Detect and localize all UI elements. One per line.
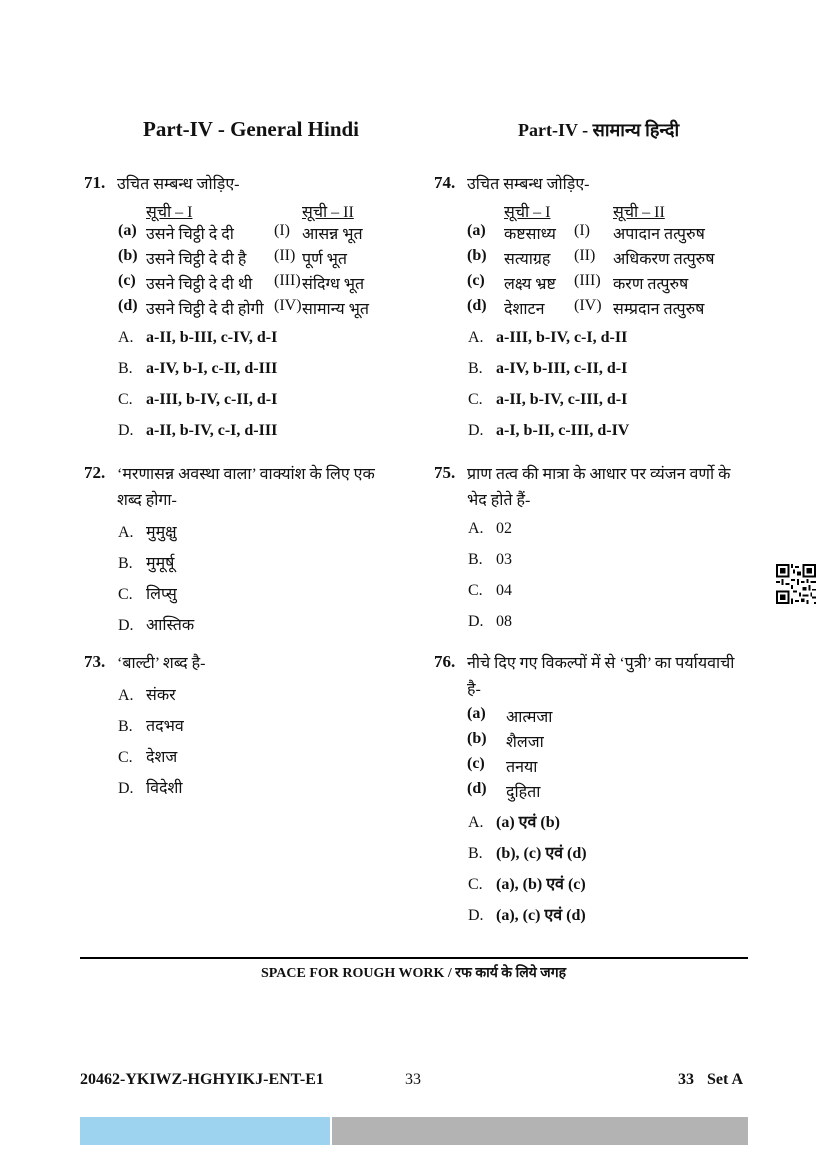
option-text: लिप्सु <box>146 586 177 603</box>
match-row <box>434 247 754 272</box>
option-label: A. <box>468 814 484 831</box>
option <box>84 422 404 453</box>
option-text: a-IV, b-III, c-II, d-I <box>496 360 628 377</box>
option <box>434 810 754 841</box>
option-label: B. <box>118 360 133 377</box>
item-label: (a) <box>467 705 486 722</box>
option <box>434 551 754 582</box>
options-list <box>434 520 754 644</box>
row-roman: (II) <box>574 247 596 264</box>
page-number-center: 33 <box>405 1071 421 1088</box>
row-item: देशाटन <box>504 301 545 318</box>
option <box>84 745 404 776</box>
option <box>84 776 404 807</box>
option-text: a-II, b-IV, c-III, d-I <box>496 391 628 408</box>
options-list <box>434 329 754 453</box>
qr-code-icon <box>776 564 816 604</box>
question-text: नीचे दिए गए विकल्पों में से ‘पुत्री’ का पर्यायवाची है- <box>467 655 735 698</box>
option-label: B. <box>118 555 133 572</box>
item-text: आत्मजा <box>506 709 553 726</box>
items-list <box>434 705 754 805</box>
option-label: C. <box>118 586 133 603</box>
option <box>434 391 754 422</box>
row-roman: (III) <box>274 272 301 289</box>
row-match: पूर्ण भूत <box>302 251 348 268</box>
match-row <box>434 272 754 297</box>
match-row <box>84 222 404 247</box>
option-label: A. <box>468 329 484 346</box>
list2-header: सूची – II <box>613 204 665 221</box>
option-label: A. <box>118 329 134 346</box>
option-text: a-III, b-IV, c-II, d-I <box>146 391 278 408</box>
paper-code: 20462-YKIWZ-HGHYIKJ-ENT-E1 <box>80 1071 324 1088</box>
option <box>434 613 754 644</box>
row-label: (a) <box>118 222 137 239</box>
row-item: कष्टसाध्य <box>504 226 556 243</box>
option <box>84 329 404 360</box>
match-table <box>84 222 404 322</box>
option-label: C. <box>118 391 133 408</box>
part-title-hindi: Part-IV - सामान्य हिन्दी <box>518 120 680 140</box>
option-label: D. <box>118 780 134 797</box>
row-label: (c) <box>467 272 485 289</box>
row-roman: (I) <box>274 222 290 239</box>
question-number: 72. <box>84 463 106 482</box>
row-roman: (III) <box>574 272 601 289</box>
list1-header: सूची – I <box>146 204 193 221</box>
item-label: (c) <box>467 755 485 772</box>
row-label: (d) <box>118 297 138 314</box>
row-item: उसने चिट्ठी दे दी होगी <box>146 301 264 318</box>
option-label: B. <box>468 551 483 568</box>
option-label: D. <box>468 907 484 924</box>
option-text: a-I, b-II, c-III, d-IV <box>496 422 630 439</box>
row-roman: (I) <box>574 222 590 239</box>
option-text: मुमुक्षु <box>146 524 177 541</box>
part-title-english: Part-IV - General Hindi <box>143 117 360 141</box>
row-label: (b) <box>118 247 138 264</box>
option-text: मुमूर्षू <box>146 555 175 572</box>
option-text: तदभव <box>146 718 184 735</box>
item-text: शैलजा <box>506 734 544 751</box>
item-text: दुहिता <box>506 784 541 801</box>
options-list <box>434 810 754 934</box>
question-75 <box>434 462 754 644</box>
rough-work-label: SPACE FOR ROUGH WORK / रफ कार्य के लिये जगह <box>260 966 567 981</box>
item-label: (b) <box>467 730 487 747</box>
list2-header: सूची – II <box>302 204 354 221</box>
option-text: 03 <box>496 551 512 568</box>
row-match: अपादान तत्पुरुष <box>613 226 705 243</box>
question-number: 71. <box>84 173 106 192</box>
row-match: सामान्य भूत <box>302 301 370 318</box>
question-text: ‘मरणासन्न अवस्था वाला’ वाक्यांश के लिए एक शब्द होगा- <box>117 466 375 509</box>
question-74 <box>434 172 754 453</box>
option-label: C. <box>468 582 483 599</box>
option-label: D. <box>468 422 484 439</box>
item-text: तनया <box>506 759 538 776</box>
item-row <box>434 730 754 755</box>
question-72 <box>84 462 404 644</box>
option <box>84 613 404 644</box>
row-match: करण तत्पुरुष <box>613 276 689 293</box>
option <box>434 329 754 360</box>
option <box>84 582 404 613</box>
row-label: (d) <box>467 297 487 314</box>
option-text: a-IV, b-I, c-II, d-III <box>146 360 278 377</box>
option <box>434 872 754 903</box>
question-text: उचित सम्बन्ध जोड़िए- <box>467 176 590 193</box>
question-text: उचित सम्बन्ध जोड़िए- <box>117 176 240 193</box>
item-row <box>434 780 754 805</box>
option-text: (b), (c) एवं (d) <box>496 845 587 862</box>
option <box>434 422 754 453</box>
row-roman: (IV) <box>274 297 302 314</box>
option-text: 04 <box>496 582 512 599</box>
row-item: उसने चिट्ठी दे दी <box>146 226 234 243</box>
row-item: लक्ष्य भ्रष्ट <box>504 276 556 293</box>
row-roman: (II) <box>274 247 296 264</box>
option <box>84 360 404 391</box>
option <box>434 520 754 551</box>
item-label: (d) <box>467 780 487 797</box>
option-text: a-II, b-III, c-IV, d-I <box>146 329 278 346</box>
option <box>434 582 754 613</box>
footer-bar-right <box>332 1117 748 1145</box>
option-label: C. <box>118 749 133 766</box>
option-label: D. <box>118 617 134 634</box>
row-match: अधिकरण तत्पुरुष <box>613 251 715 268</box>
option-text: आस्तिक <box>146 617 195 634</box>
row-match: आसन्न भूत <box>302 226 363 243</box>
question-73 <box>84 651 404 807</box>
match-row <box>84 297 404 322</box>
row-item: उसने चिट्ठी दे दी थी <box>146 276 253 293</box>
option <box>434 841 754 872</box>
option-text: 08 <box>496 613 512 630</box>
option-label: C. <box>468 876 483 893</box>
option-text: विदेशी <box>146 780 183 797</box>
match-row <box>434 297 754 322</box>
option <box>84 391 404 422</box>
options-list <box>84 520 404 644</box>
match-row <box>84 247 404 272</box>
option <box>84 714 404 745</box>
list1-header: सूची – I <box>504 204 551 221</box>
item-row <box>434 755 754 780</box>
option <box>84 683 404 714</box>
row-item: उसने चिट्ठी दे दी है <box>146 251 247 268</box>
option <box>84 520 404 551</box>
question-text: प्राण तत्व की मात्रा के आधार पर व्यंजन वर्णो के भेद होते हैं- <box>467 466 731 509</box>
row-match: संदिग्ध भूत <box>302 276 365 293</box>
match-table <box>434 222 754 322</box>
set-label: Set A <box>707 1071 743 1088</box>
option-text: संकर <box>146 687 176 704</box>
option-text: (a), (c) एवं (d) <box>496 907 586 924</box>
option-label: A. <box>118 687 134 704</box>
option-text: (a), (b) एवं (c) <box>496 876 586 893</box>
option-label: B. <box>118 718 133 735</box>
row-roman: (IV) <box>574 297 602 314</box>
question-text: ‘बाल्टी’ शब्द है- <box>117 655 206 672</box>
match-row <box>84 272 404 297</box>
option-label: C. <box>468 391 483 408</box>
question-71 <box>84 172 404 453</box>
option-text: देशज <box>146 749 178 766</box>
option-label: B. <box>468 360 483 377</box>
row-item: सत्याग्रह <box>504 251 551 268</box>
question-76 <box>434 651 754 934</box>
row-label: (b) <box>467 247 487 264</box>
option-label: A. <box>118 524 134 541</box>
divider-line <box>80 957 748 959</box>
option-text: (a) एवं (b) <box>496 814 560 831</box>
option <box>434 360 754 391</box>
item-row <box>434 705 754 730</box>
row-match: सम्प्रदान तत्पुरुष <box>613 301 705 318</box>
option-label: A. <box>468 520 484 537</box>
option-label: B. <box>468 845 483 862</box>
options-list <box>84 683 404 807</box>
question-number: 75. <box>434 463 456 482</box>
option <box>434 903 754 934</box>
option-label: D. <box>118 422 134 439</box>
row-label: (c) <box>118 272 136 289</box>
row-label: (a) <box>467 222 486 239</box>
match-row <box>434 222 754 247</box>
option-text: a-III, b-IV, c-I, d-II <box>496 329 628 346</box>
option-label: D. <box>468 613 484 630</box>
option <box>84 551 404 582</box>
option-text: 02 <box>496 520 512 537</box>
question-number: 74. <box>434 173 456 192</box>
question-number: 76. <box>434 652 456 671</box>
footer-bar-left <box>80 1117 330 1145</box>
page-number-right: 33 <box>678 1071 694 1088</box>
option-text: a-II, b-IV, c-I, d-III <box>146 422 278 439</box>
question-number: 73. <box>84 652 106 671</box>
options-list <box>84 329 404 453</box>
